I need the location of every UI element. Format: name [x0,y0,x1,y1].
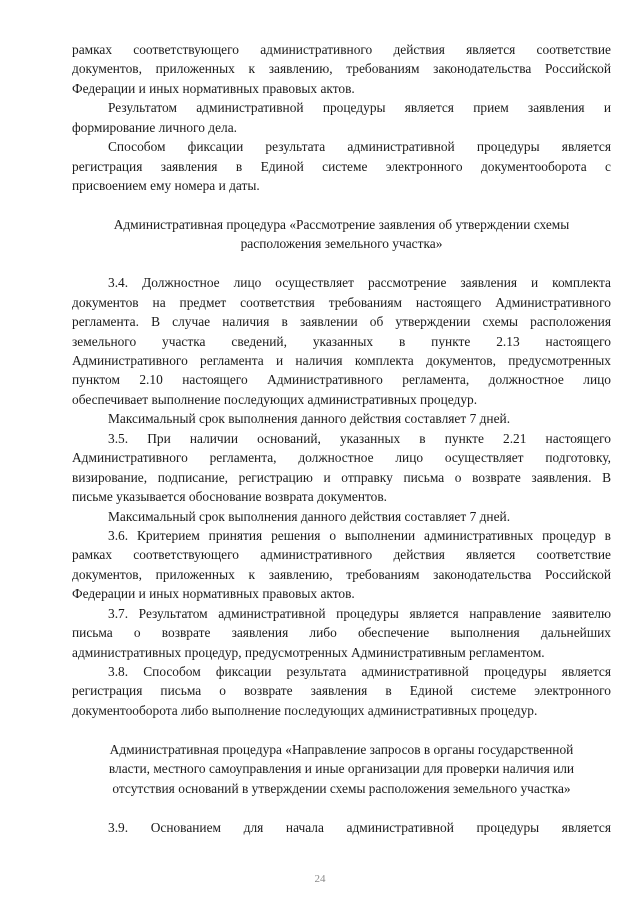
text-line: формирование личного дела. [72,119,237,135]
paragraph-criteria-continuation [72,40,611,98]
text-line: Максимальный срок выполнения данного действия составляет 7 дней. [108,411,511,427]
text-line: документов на предмет соответствия требованиям настоящего Административного [72,294,611,310]
text-line: присвоением ему номера и даты. [72,178,260,194]
text-line: Федерации и иных нормативных правовых актов. [72,80,355,96]
text-line: 3.8. Способом фиксации результата административной процедуры является [108,664,611,680]
text-line: Административного регламента и наличия комплекта документов, предусмотренных [72,353,611,369]
text-line: регламента. В случае наличия в заявлении об утверждении схемы расположения [72,314,611,330]
text-line: административных процедур, предусмотренных Административным регламентом. [72,644,545,660]
paragraph-3-7 [72,604,611,662]
text-line: 3.5. При наличии оснований, указанных в пункте 2.21 настоящего [108,430,611,446]
text-line: регистрация заявления в Единой системе электронного документооборота с [72,158,611,174]
text-line: 3.9. Основанием для начала административной процедуры является [108,819,611,835]
text-line: письме указывается обоснование возврата документов. [72,489,388,505]
text-line: документооборота либо выполнение последующих административных процедур. [72,702,538,718]
section-heading-requests [72,740,611,798]
text-line: Максимальный срок выполнения данного действия составляет 7 дней. [108,508,511,524]
text-line: письма о возврате заявления либо обеспечение выполнения дальнейших [72,625,611,641]
heading-line: Административная процедура «Направление запросов в органы государственной [109,741,574,757]
text-line: документов, приложенных к заявлению, требованиям законодательства Российской [72,566,611,582]
paragraph-max-term [72,409,611,428]
text-line: документов, приложенных к заявлению, требованиям законодательства Российской [72,61,611,77]
text-line: визирование, подписание, регистрацию и отправку письма о возврате заявления. В [72,469,611,485]
paragraph-3-9 [72,818,611,837]
text-line: обеспечивает выполнение последующих административных процедур. [72,391,478,407]
heading-line: отсутствия оснований в утверждении схемы расположения земельного участка» [112,780,571,796]
text-line: Результатом административной процедуры является прием заявления и [108,100,611,116]
heading-line: Административная процедура «Рассмотрение заявления об утверждении схемы [113,216,570,232]
section-heading-review [72,215,611,254]
text-line: Федерации и иных нормативных правовых актов. [72,586,355,602]
text-line: пунктом 2.10 настоящего Административного регламента, должностное лицо [72,372,611,388]
paragraph-max-term [72,507,611,526]
text-line: 3.7. Результатом административной процедуры является направление заявителю [108,605,611,621]
document-page [72,40,611,837]
text-line: рамках соответствующего административного действия является соответствие [72,547,611,563]
text-line: земельного участка сведений, указанных в пункте 2.13 настоящего [72,333,611,349]
heading-line: власти, местного самоуправления и иные организации для проверки наличия или [108,761,575,777]
paragraph-3-6 [72,526,611,604]
page-number: 24 [314,873,326,885]
text-line: Способом фиксации результата административной процедуры является [108,139,611,155]
paragraph-3-5 [72,429,611,507]
text-line: Административного регламента, должностное лицо осуществляет подготовку, [72,450,611,466]
paragraph-fixation [72,137,611,195]
heading-line: расположения земельного участка» [240,236,443,252]
text-line: 3.6. Критерием принятия решения о выполнении административных процедур в [108,527,611,543]
paragraph-3-4 [72,273,611,409]
paragraph-3-8 [72,662,611,720]
text-line: рамках соответствующего административного действия является соответствие [72,42,611,57]
text-line: 3.4. Должностное лицо осуществляет рассмотрение заявления и комплекта [108,275,611,291]
text-line: регистрация письма о возврате заявления в Единой системе электронного [72,683,611,699]
paragraph-result [72,98,611,137]
